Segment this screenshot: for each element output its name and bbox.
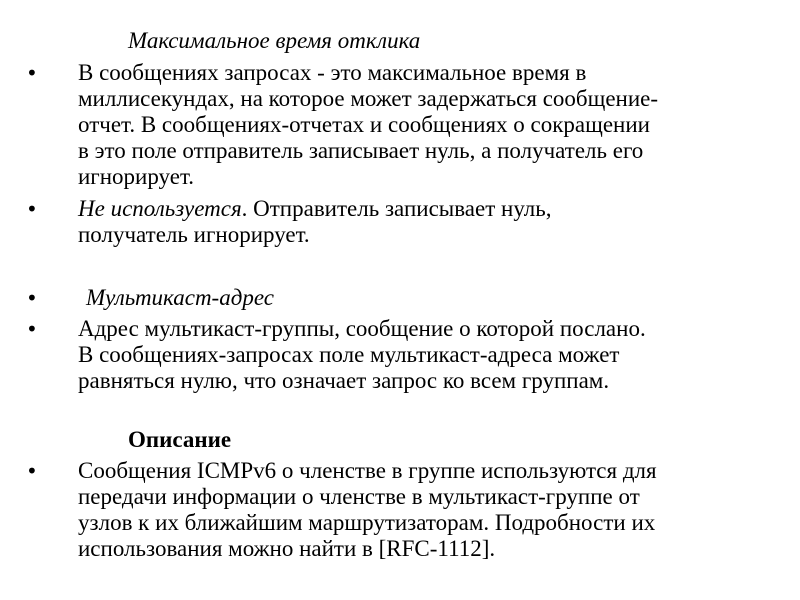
text-line: [78, 196, 768, 222]
bullet-text: [78, 60, 768, 190]
bullet-text: [78, 458, 768, 562]
heading-multicast-address: Мультикаст-адрес: [86, 285, 274, 310]
bullet-dot: •: [26, 459, 38, 483]
text-rest: . Отправитель записывает нуль,: [241, 196, 552, 221]
bullet-dot: •: [26, 286, 38, 310]
heading-max-response-time: Максимальное время отклика: [128, 28, 421, 53]
bullet-text: [78, 316, 768, 394]
text-line: получатель игнорирует.: [78, 222, 310, 247]
text-line: игнорирует.: [78, 164, 195, 189]
bullet-dot: •: [26, 317, 38, 341]
text-line: в это поле отправитель записывает нуль, а получатель его: [78, 138, 644, 163]
text-line: равняться нулю, что означает запрос ко всем группам.: [78, 368, 610, 393]
bullet-dot: •: [26, 61, 38, 85]
text-line: использования можно найти в [RFC-1112].: [78, 536, 496, 561]
text-line: отчет. В сообщениях-отчетах и сообщениях о сокращении: [78, 112, 650, 137]
text-line: Адрес мультикаст-группы, сообщение о которой послано.: [78, 316, 646, 341]
bullet-text: [78, 196, 768, 248]
bullet-text: [86, 285, 776, 311]
emphasis-not-used: Не используется: [78, 196, 242, 221]
text-line: узлов к их ближайшим маршрутизаторам. Подробности их: [78, 510, 656, 535]
text-line: Сообщения ICMPv6 о членстве в группе используются для: [78, 458, 657, 483]
text-line: миллисекундах, на которое может задержаться сообщение-: [78, 86, 659, 111]
text-line: В сообщениях-запросах поле мультикаст-адреса может: [78, 342, 620, 367]
text-line: В сообщениях запросах - это максимальное время в: [78, 60, 587, 85]
heading-description: Описание: [128, 427, 232, 452]
text-line: передачи информации о членстве в мультикаст-группе от: [78, 484, 640, 509]
bullet-dot: •: [26, 197, 38, 221]
